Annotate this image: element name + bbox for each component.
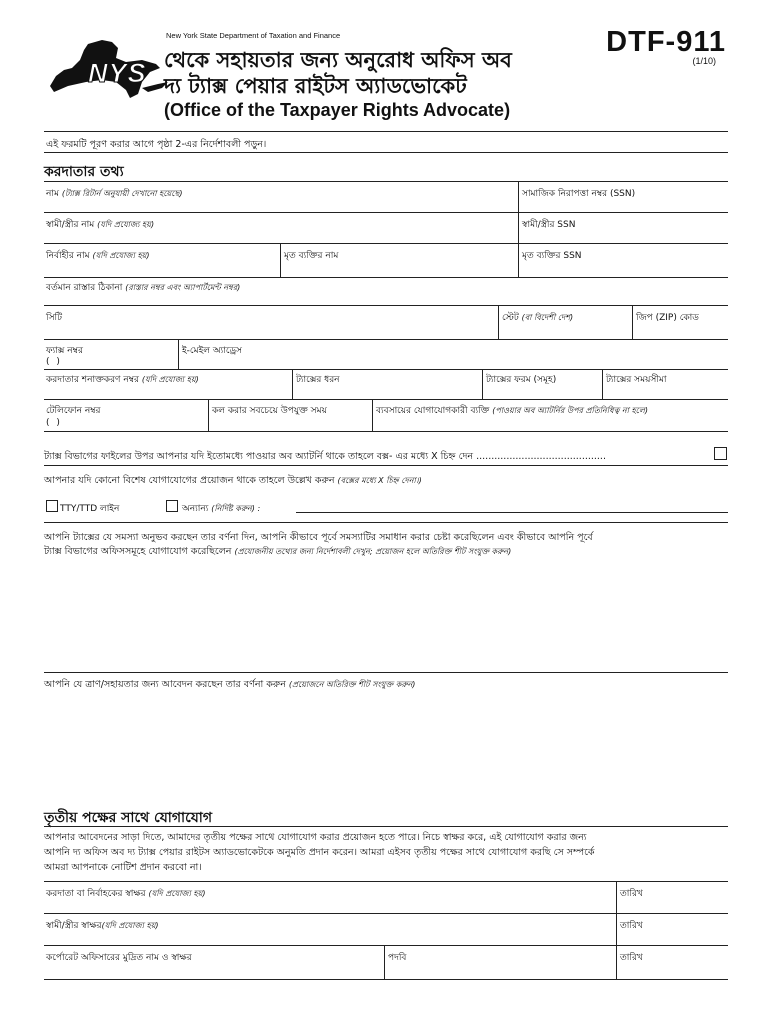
fax-area-code: ( ) <box>46 357 62 367</box>
form-title-line1: থেকে সহায়তার জন্য অনুরোধ অফিস অব <box>164 48 512 72</box>
phone-label: টেলিফোন নম্বর <box>46 406 101 416</box>
zip-label: জিপ (ZIP) কোড <box>636 313 699 323</box>
officer-title-field[interactable] <box>384 946 616 978</box>
address-label: বর্তমান রাস্তার ঠিকানা (রাস্তার নম্বর এবং অ্যাপার্টমেন্ট নম্বর) <box>46 283 241 293</box>
other-specify-field[interactable] <box>296 498 728 513</box>
phone-field[interactable] <box>44 400 208 430</box>
deceased-name-label: মৃত ব্যক্তির নাম <box>284 251 339 261</box>
poa-text: ট্যাক্স বিভাগের ফাইলের উপর আপনার যদি ইতোমধ্যে পাওয়ার অব অ্যাটর্নি থাকে তাহলে বক্স- এর মধ্যে X চিহ্ন দেন ........................................... <box>44 451 606 462</box>
fax-field[interactable] <box>44 340 178 368</box>
other-checkbox[interactable] <box>166 500 178 512</box>
taxpayer-signature-label: করদাতা বা নির্বাহকের স্বাক্ষর (যদি প্রযোজ্য হয়) <box>46 889 206 899</box>
tax-period-label: ট্যাক্সের সময়সীমা <box>606 375 667 385</box>
form-revision: (1/10) <box>692 56 716 66</box>
nys-logo-text: NYS <box>88 58 147 88</box>
spouse-name-field[interactable] <box>44 213 518 243</box>
tax-form-label: ট্যাক্সের ফরম (সমূহ) <box>486 375 557 385</box>
zip-field[interactable] <box>632 306 728 338</box>
special-comm-text: আপনার যদি কোনো বিশেষ যোগাযোগের প্রয়োজন থাকে তাহলে উল্লেখ করুন (বক্সের মধ্যে X চিহ্ন দেনা।) <box>44 475 422 486</box>
spouse-ssn-field[interactable] <box>518 213 728 243</box>
tty-checkbox[interactable] <box>46 500 58 512</box>
state-field[interactable] <box>498 306 632 338</box>
date-field-1[interactable] <box>616 882 728 912</box>
email-field[interactable] <box>178 340 728 368</box>
fax-label: ফ্যাক্স নম্বর <box>46 346 83 356</box>
best-time-field[interactable] <box>208 400 372 430</box>
spouse-signature-field[interactable] <box>44 914 616 944</box>
address-field[interactable] <box>44 278 728 304</box>
city-field[interactable] <box>44 306 498 338</box>
city-label: সিটি <box>46 313 62 323</box>
ssn-field[interactable] <box>518 182 728 212</box>
corporate-officer-field[interactable] <box>44 946 384 978</box>
third-party-para1: আপনার আবেদনের সাড়া দিতে, আমাদের তৃতীয় পক্ষের সাথে যোগাযোগ করার প্রয়োজন হতে পারে। নিচে স্বাক্ষর করে, এই যোগাযোগ করার জন্য <box>44 832 587 843</box>
date-label-2: তারিখ <box>620 921 643 931</box>
deceased-name-field[interactable] <box>280 244 518 276</box>
tty-label: TTY/TTD লাইন <box>60 504 120 514</box>
form-number: DTF-911 <box>606 26 726 58</box>
spouse-name-label: স্বামী/স্ত্রীর নাম (যদি প্রযোজ্য হয়) <box>46 220 155 230</box>
name-field[interactable] <box>44 182 518 212</box>
taxpayer-id-label: করদাতার শনাক্তকরণ নম্বর (যদি প্রযোজ্য হয়) <box>46 375 199 385</box>
corporate-officer-label: কর্পোরেট অফিসারের মুদ্রিত নাম ও স্বাক্ষর <box>46 953 192 963</box>
executor-field[interactable] <box>44 244 280 276</box>
taxpayer-id-field[interactable] <box>44 370 292 398</box>
form-title-line2: দ্য ট্যাক্স পেয়ার রাইটস অ্যাডভোকেট <box>164 74 467 98</box>
phone-area-code: ( ) <box>46 418 62 428</box>
other-label: অন্যান্য (নির্দিষ্ট করুন) : <box>182 504 261 514</box>
problem-desc-line1: আপনি ট্যাক্সের যে সমস্যা অনুভব করছেন তার বর্ণনা দিন, আপনি কীভাবে পূর্বে সমস্যাটির সমাধান করার চেষ্টা করেছিলেন এবং কীভাবে আপনি পূর্বে <box>44 532 593 543</box>
name-label: নাম (ট্যাক্স রিটার্ন অনুযায়ী দেখানো হয়েছে) <box>46 189 183 199</box>
tax-type-field[interactable] <box>292 370 482 398</box>
form-title-english: (Office of the Taxpayer Rights Advocate) <box>164 100 511 120</box>
spouse-signature-label: স্বামী/স্ত্রীর স্বাক্ষর(যদি প্রযোজ্য হয়) <box>46 921 159 931</box>
tax-type-label: ট্যাক্সের ধরন <box>296 375 340 385</box>
third-party-para2: আপনি দ্য অফিস অব দ্য ট্যাক্স পেয়ার রাইটস অ্যাডভোকেটকে অনুমতি প্রদান করেন। আমরা এইসব তৃতীয় পক্ষের সাথে যোগাযোগ করছি সে সম্পর্কে <box>44 847 595 858</box>
poa-checkbox[interactable] <box>714 447 727 460</box>
date-label-3: তারিখ <box>620 953 643 963</box>
section-title-taxpayer: করদাতার তথ্য <box>44 164 124 180</box>
business-contact-field[interactable] <box>372 400 728 430</box>
relief-area[interactable] <box>44 692 728 797</box>
business-contact-label: ব্যবসায়ের যোগাযোগকারী ব্যক্তি (পাওয়ার অব অ্যাটর্নির উপর প্রতিনিধিত্ব না হলে) <box>376 406 648 416</box>
ssn-label: সামাজিক নিরাপত্তা নম্বর (SSN) <box>522 189 636 199</box>
email-label: ই-মেইল অ্যাড্রেস <box>182 346 243 356</box>
tax-form-field[interactable] <box>482 370 602 398</box>
problem-desc-area[interactable] <box>44 560 728 670</box>
deceased-ssn-label: মৃত ব্যক্তির SSN <box>522 251 582 261</box>
executor-label: নির্বাহীর নাম (যদি প্রযোজ্য হয়) <box>46 251 150 261</box>
date-field-3[interactable] <box>616 946 728 978</box>
tax-period-field[interactable] <box>602 370 728 398</box>
instruction-text: এই ফরমটি পূরণ করার আগে পৃষ্ঠা 2-এর নির্দেশাবলী পড়ুন। <box>46 139 267 150</box>
date-field-2[interactable] <box>616 914 728 944</box>
relief-text: আপনি যে ত্রাণ/সহায়তার জন্য আবেদন করছেন তার বর্ণনা করুন (প্রয়োজনে অতিরিক্ত শীট সংযুক্ত করুন) <box>44 679 416 690</box>
section-title-third-party: তৃতীয় পক্ষের সাথে যোগাযোগ <box>44 810 213 826</box>
department-name: New York State Department of Taxation and Finance <box>166 31 341 40</box>
third-party-para3: আমরা আপনাকে নোটিশ প্রদান করবো না। <box>44 862 202 873</box>
problem-desc-line2: ট্যাক্স বিভাগের অফিসসমূহে যোগাযোগ করেছিলেন (প্রযোজনীয় তথ্যের জন্য নির্দেশাবলী দেখুন; প্রয়োজন হলে অতিরিক্ত শীট সংযুক্ত করুন) <box>44 546 512 557</box>
deceased-ssn-field[interactable] <box>518 244 728 276</box>
taxpayer-signature-field[interactable] <box>44 882 616 912</box>
officer-title-label: পদবি <box>388 953 407 963</box>
date-label-1: তারিখ <box>620 889 643 899</box>
state-label: স্টেট (বা বিদেশী দেশ) <box>502 313 574 323</box>
best-time-label: কল করার সবচেয়ে উপযুক্ত সময় <box>212 406 327 416</box>
spouse-ssn-label: স্বামী/স্ত্রীর SSN <box>522 220 576 230</box>
